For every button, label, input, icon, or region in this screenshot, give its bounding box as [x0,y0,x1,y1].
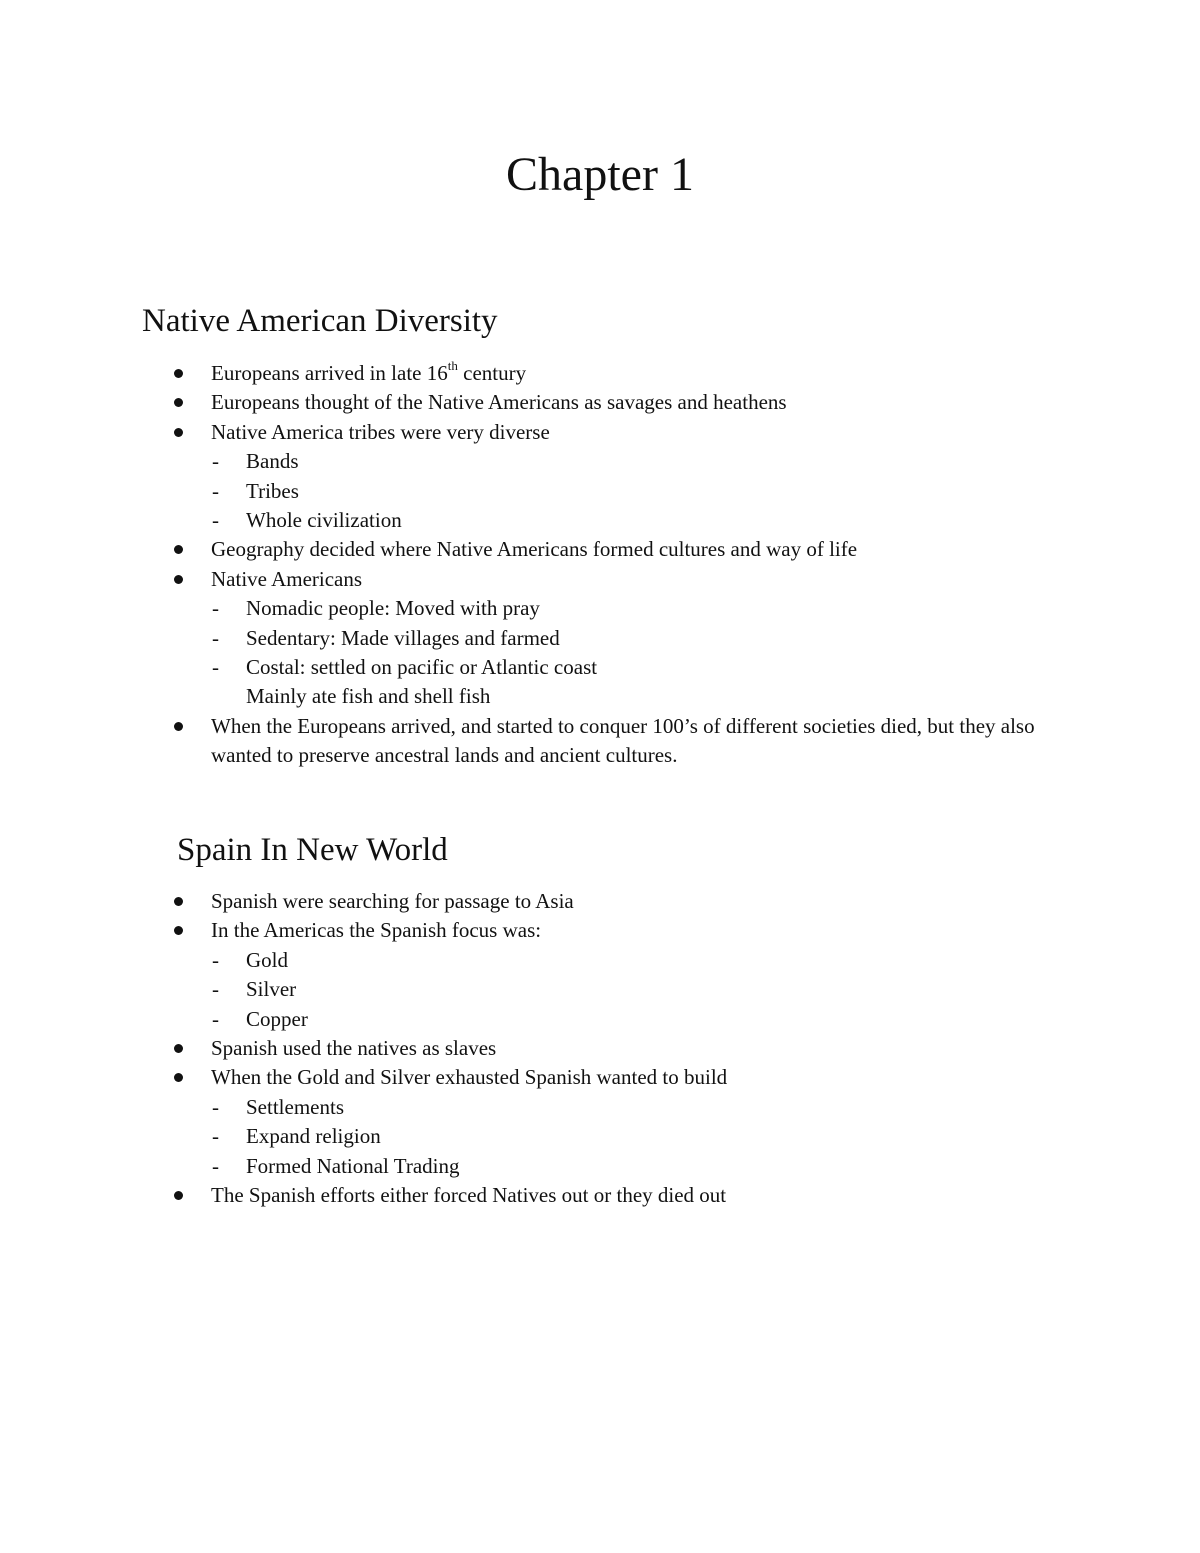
sub-list-item-text: Silver [246,977,297,1002]
page-title: Chapter 1 [506,148,694,201]
dash-marker: - [212,1124,219,1149]
sub-list-item-text: Costal: settled on pacific or Atlantic coast [246,654,598,679]
section-heading-native-american-diversity: Native American Diversity [142,303,498,339]
dash-marker: - [212,1153,219,1178]
bullet-icon [174,926,183,935]
list-item-text: When the Europeans arrived, and started to conquer 100’s of different societies died, but they also wanted to preserve ancestral lands and ancient cultures. [211,713,1035,768]
sub-list-item-text: Whole civilization [246,507,402,532]
bullet-icon [174,369,183,378]
bullet-icon [174,722,183,731]
bullet-icon [174,545,183,554]
sub-list-item-text: Gold [246,947,288,972]
sub-list-item-text: Bands [246,449,299,474]
bullet-icon [174,1191,183,1200]
list-item-text: Native America tribes were very diverse [211,419,550,444]
sub-list-item-text: Mainly ate fish and shell fish [246,684,491,709]
sub-list-item-text: Nomadic people: Moved with pray [246,596,540,621]
bullet-icon [174,575,183,584]
sub-list-item-text: Sedentary: Made villages and farmed [246,625,560,650]
sub-list-item-text: Settlements [246,1094,344,1119]
dash-marker: - [212,1006,219,1031]
dash-marker: - [212,507,219,532]
list-item-text: Spanish were searching for passage to Asia [211,889,574,913]
list-item-text: Europeans thought of the Native Americans as savages and heathens [211,390,787,415]
sub-list-item-text: Expand religion [246,1124,381,1149]
superscript: th [447,358,458,373]
sub-list-item-text: Formed National Trading [246,1153,460,1178]
bullet-icon [174,1044,183,1053]
sub-list-item-text: Copper [246,1006,308,1031]
dash-marker: - [212,596,219,621]
list-item-text: Geography decided where Native Americans formed cultures and way of life [211,537,858,562]
dash-marker: - [212,478,219,503]
dash-marker: - [212,654,219,679]
list-item-text: In the Americas the Spanish focus was: [211,918,542,943]
dash-marker: - [212,449,219,474]
dash-marker: - [212,947,219,972]
list-item-text: Spanish used the natives as slaves [211,1035,497,1060]
bullet-icon [174,428,183,437]
list-item-text: The Spanish efforts either forced Natives out or they died out [211,1182,727,1207]
list-item-text: Europeans arrived in late 16th century [211,358,527,385]
bullet-icon [174,897,183,906]
dash-marker: - [212,1094,219,1119]
dash-marker: - [212,977,219,1002]
list-item-text: When the Gold and Silver exhausted Spanish wanted to build [211,1065,728,1090]
bullet-icon [174,1073,183,1082]
sub-list-item-text: Tribes [246,478,299,503]
list-item-text: Native Americans [211,566,363,591]
bullet-icon [174,398,183,407]
section-heading-spain-in-new-world: Spain In New World [177,832,448,868]
dash-marker: - [212,625,219,650]
